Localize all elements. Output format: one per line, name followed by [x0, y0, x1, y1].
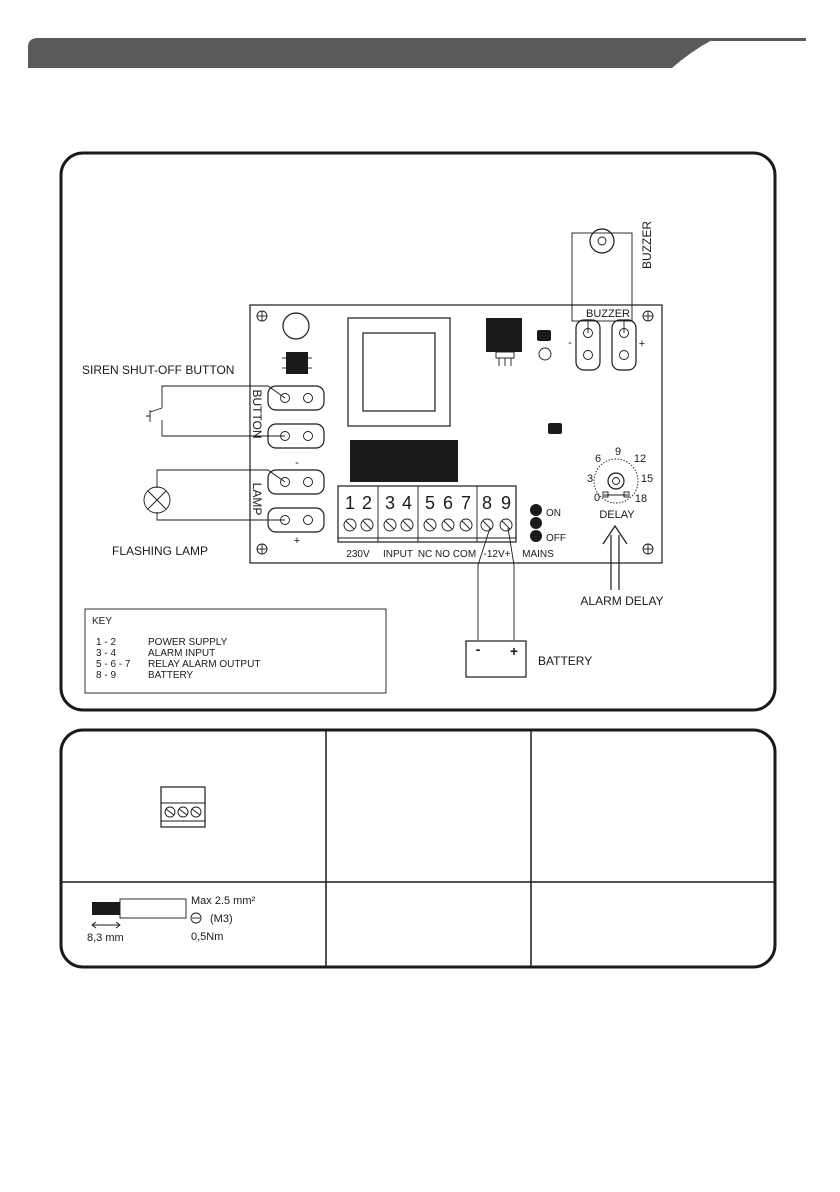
group-230v: 230V: [346, 549, 370, 560]
terminal-screw-slot: [403, 521, 411, 529]
terminal-screw-slot: [363, 521, 371, 529]
key-row-terminals: 8 - 9: [96, 670, 117, 681]
screw-size: (M3): [210, 913, 233, 925]
led-off-label: OFF: [546, 533, 566, 544]
alarm-delay-label: ALARM DELAY: [580, 594, 664, 608]
buzzer-plus-label: +: [638, 338, 646, 350]
dial-6: 6: [594, 453, 602, 465]
capacitor-component: [283, 313, 309, 339]
bridge-rectifier: [286, 352, 308, 374]
max-section: Max 2.5 mm²: [191, 895, 256, 907]
terminal-screws: [344, 519, 512, 531]
lamp-minus-label: -: [295, 457, 299, 469]
terminal-screw-slot: [462, 521, 470, 529]
terminal-number: 3: [384, 493, 396, 513]
key-title: KEY: [92, 616, 113, 627]
terminal-number: 6: [442, 493, 454, 513]
terminal-screw-slot: [426, 521, 434, 529]
group-relay: NC NO COM: [417, 549, 477, 560]
alarm-delay-arrow: [603, 526, 627, 590]
key-rows: [96, 637, 260, 681]
battery-wiring: [478, 528, 514, 640]
delay-dial: [594, 459, 638, 503]
lamp-connector-label: LAMP: [250, 482, 264, 516]
buzzer-minus-label: -: [568, 337, 572, 349]
battery-label: BATTERY: [538, 654, 593, 668]
terminal-number: 9: [500, 493, 512, 513]
strip-length: 8,3 mm: [87, 932, 124, 944]
key-row-terminals: 3 - 4: [96, 648, 117, 659]
terminal-screw-slot: [346, 521, 354, 529]
terminal-screw-slot: [483, 521, 491, 529]
dial-15: 15: [640, 473, 654, 485]
terminal-number: 4: [401, 493, 413, 513]
group-input: INPUT: [383, 549, 413, 560]
diagram-frame: [61, 153, 775, 710]
group-battery: -12V+: [483, 549, 511, 560]
header-bar: [28, 38, 806, 68]
key-row-terminals: 1 - 2: [96, 637, 117, 648]
control-board: [250, 305, 662, 563]
battery-plus-label: +: [509, 643, 519, 659]
key-row-desc: ALARM INPUT: [148, 648, 216, 659]
key-row-desc: BATTERY: [148, 670, 194, 681]
dial-0: 0: [593, 492, 601, 504]
siren-button-label: SIREN SHUT-OFF BUTTON: [82, 363, 235, 377]
led-on-label: ON: [546, 508, 561, 519]
terminal-block-icon: [161, 787, 205, 827]
dial-9: 9: [614, 446, 622, 458]
terminal-screw-slot: [386, 521, 394, 529]
terminal-number: 8: [481, 493, 493, 513]
buzzer-label: BUZZER: [640, 221, 654, 269]
terminal-numbers: [345, 493, 511, 513]
led-on: [530, 504, 542, 516]
relay-block: [350, 440, 458, 482]
button-connector-label: BUTTON: [250, 389, 264, 439]
key-row-desc: POWER SUPPLY: [148, 637, 228, 648]
terminal-screw-slot: [444, 521, 452, 529]
dial-18: 18: [634, 493, 648, 505]
screwdriver-icon: [191, 913, 201, 923]
terminal-screw-slot: [502, 521, 510, 529]
wire-strip-icon: [92, 899, 186, 928]
lamp-plus-label: +: [293, 535, 301, 547]
group-mains: MAINS: [522, 549, 554, 560]
terminal-number: 7: [460, 493, 472, 513]
flashing-lamp-label: FLASHING LAMP: [112, 544, 209, 558]
key-row-terminals: 5 - 6 - 7: [96, 659, 131, 670]
dial-3: 3: [586, 473, 594, 485]
terminal-number: 5: [424, 493, 436, 513]
terminal-number: 2: [361, 493, 373, 513]
regulator: [486, 318, 522, 352]
transformer-inner: [363, 333, 435, 411]
battery-minus-label: -: [475, 641, 481, 657]
led-off: [530, 530, 542, 542]
dial-12: 12: [633, 453, 647, 465]
torque: 0,5Nm: [191, 931, 224, 943]
key-box: [85, 609, 386, 693]
board-buzzer-label: BUZZER: [586, 308, 630, 320]
spec-frame: [61, 730, 775, 967]
key-row-desc: RELAY ALARM OUTPUT: [148, 659, 261, 670]
terminal-number: 1: [344, 493, 356, 513]
dial-label: DELAY: [599, 509, 635, 521]
